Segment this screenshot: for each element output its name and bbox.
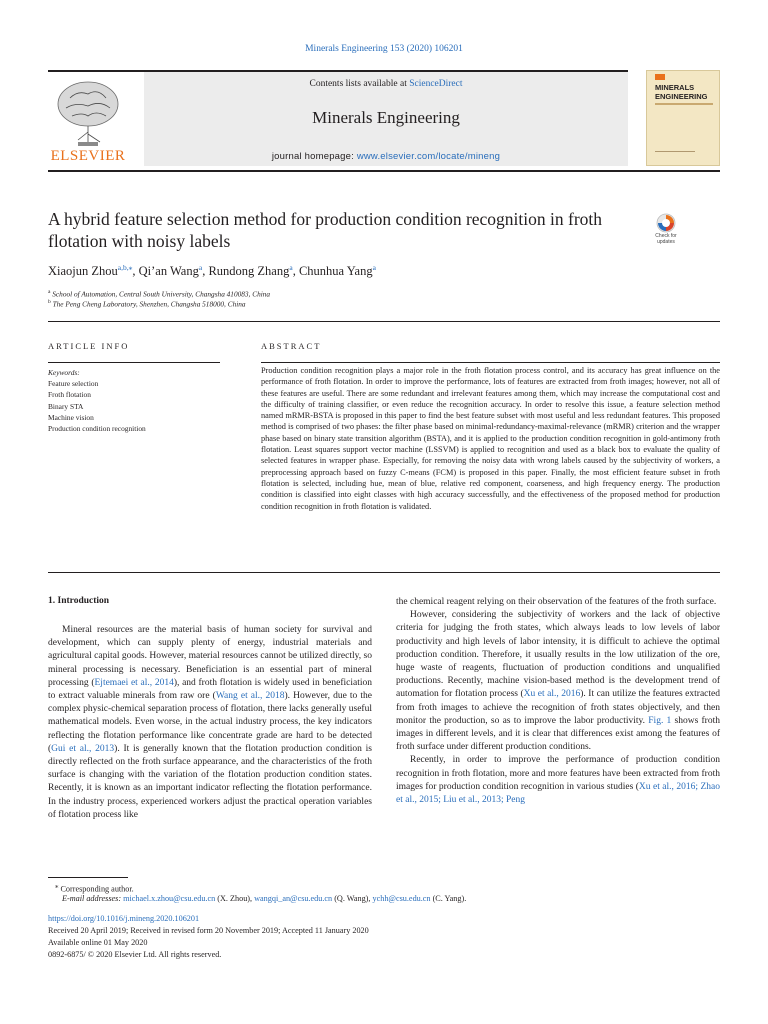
author[interactable]: Rundong Zhang: [208, 264, 290, 279]
cover-rule: [655, 103, 713, 105]
citation-link[interactable]: Xu et al., 2016; Zhao et al., 2015; Liu et al., 2013; Peng: [396, 781, 720, 806]
contents-line: [144, 79, 628, 89]
email-owner: (C. Yang).: [430, 894, 467, 903]
divider: [48, 572, 720, 573]
author-superscript[interactable]: a: [198, 263, 203, 272]
check-updates-icon: [646, 212, 686, 234]
citation-link[interactable]: Ejtemaei et al., 2014: [94, 677, 174, 688]
corresponding-mark: ⁎: [55, 883, 59, 890]
footnote-rule: [48, 877, 128, 878]
email-link[interactable]: michael.x.zhou@csu.edu.cn: [123, 894, 216, 903]
journal-citation[interactable]: Minerals Engineering 153 (2020) 106201: [305, 44, 463, 54]
section-heading-introduction: 1. Introduction: [48, 596, 110, 606]
cover-logo-mark: [655, 74, 665, 80]
author-separator: ,: [202, 264, 209, 279]
author-list: [48, 263, 648, 279]
email-link[interactable]: wangqi_an@csu.edu.cn: [254, 894, 333, 903]
check-updates-label: Check for updates: [655, 233, 677, 245]
author[interactable]: Xiaojun Zhou: [48, 264, 118, 279]
text-run: the chemical reagent relying on their observation of the features of the froth surface.: [396, 597, 717, 607]
copyright: 0892-6875/ © 2020 Elsevier Ltd. All rights reserved.: [48, 950, 222, 959]
affiliation-text: The Peng Cheng Laboratory, Shenzhen, Changsha 518000, China: [52, 299, 246, 309]
citation-link[interactable]: Wang et al., 2018: [215, 691, 285, 702]
journal-title: Minerals Engineering: [312, 108, 460, 127]
author[interactable]: Qi’an Wang: [138, 264, 199, 279]
received-dates: Received 20 April 2019; Received in revised form 20 November 2019; Accepted 11 January 2020: [48, 926, 369, 935]
author-superscript[interactable]: a: [372, 263, 376, 272]
author-superscript[interactable]: a: [289, 263, 293, 272]
text-run: shows froth images in different levels, and it is clear that differences exist among the features of froth surface under different production conditions.: [396, 715, 720, 753]
available-online: Available online 01 May 2020: [48, 938, 148, 947]
figure-link[interactable]: Fig. 1: [648, 715, 672, 726]
paragraph: [48, 624, 372, 822]
doi-text[interactable]: https://doi.org/10.1016/j.mineng.2020.106201: [48, 914, 200, 923]
divider: [48, 362, 220, 363]
keywords-list: [48, 378, 248, 434]
abstract-heading: ABSTRACT: [261, 341, 322, 351]
text-run: ). It is generally known that the flotation production condition is directly reflected on the froth surface appearance, and the characteristics of the froth surface is changing with the variation of the flotation production condition states. Recently, it is known as an important indicator reflecting the flotation performance. In the industry process, experienced workers adjust the practical operation variables of flotation process like: [48, 743, 372, 820]
email-addresses: [62, 894, 466, 903]
affiliation-b: [48, 299, 246, 308]
abstract-text: Production condition recognition plays a major role in the froth flotation process control, and its accuracy has great influence on the performance of froth flotation. In order to improve the performance, lots of features are extracted from froth images; however, not all of these features are useful. There are some redundant and irrelevant features among them, which may increase the computational cost and the difficulty of training classifier, or even reduce the recognition accuracy. In order to resolve this issue, a feature selection method named mRMR-BSTA is proposed in this paper to find the best feature subset with most useful and less redundant features. This proposed method is comprised of two phases: the filter phase based on minimal-redundancy-maximal-relevance (mRMR) criterion and the wrapper phase based on binary state transition algorithm (BSTA), and it is applied to the production condition recognition in gold-antimony froth flotation. Least squares support vector machine (LSSVM) is applied to recognition and used as a black box to evaluate the quality of selected features in wrapper phase. Especially, for removing the noisy data with wrong labels caused by the subjectivity of workers, a preprocessing approach based on fuzzy C-means (FCM) is proposed in this paper. Finally, the most efficient feature subset in froth flotation is selected, including hue, mean of blue, relative red component, coarseness, and high frequency energy. The production condition is classified into eight classes with high accuracy successfully, and the effectiveness of the proposed method for production condition recognition in froth flotation is validated.: [261, 366, 720, 511]
affiliation-marker: b: [48, 299, 51, 305]
corresponding-author-note: [55, 882, 134, 894]
keywords-label: Keywords:: [48, 368, 80, 377]
doi-link[interactable]: [48, 914, 199, 923]
citation-link[interactable]: Gui et al., 2013: [51, 743, 115, 754]
journal-homepage: [144, 151, 628, 162]
paragraph: [396, 596, 720, 609]
article-title: A hybrid feature selection method for production condition recognition in froth flotation with noisy labels: [48, 209, 603, 251]
author-superscript[interactable]: a,b,⁎: [117, 263, 133, 272]
text-run: Recently, in order to improve the performance of production condition recognition in froth flotation, more and more features have been extracted from froth images for production condition recognition in various studies (: [396, 755, 720, 792]
elsevier-wordmark: ELSEVIER: [50, 148, 126, 164]
body-column-right: [396, 596, 720, 807]
citation-link[interactable]: Xu et al., 2016: [523, 689, 581, 700]
author-separator: ,: [132, 264, 139, 279]
journal-cover-thumbnail: [646, 70, 720, 166]
article-info-heading: ARTICLE INFO: [48, 341, 130, 351]
sciencedirect-link[interactable]: ScienceDirect: [409, 79, 463, 89]
text-run: ). It can utilize the features extracted from froth images to achieve the recognition of froth states objectively, and then monitor the production, so as to improve the labor productivity.: [396, 689, 720, 726]
divider: [48, 321, 720, 322]
body-column-left: [48, 624, 372, 822]
divider: [261, 362, 720, 363]
homepage-prefix: journal homepage:: [271, 151, 357, 162]
contents-prefix: Contents lists available at: [309, 79, 410, 89]
text-run: ), and froth flotation is widely used in beneficiation to extract valuable minerals from raw ore (: [48, 677, 372, 702]
keyword: Froth flotation: [48, 390, 91, 400]
keyword: Machine vision: [48, 412, 94, 422]
homepage-link[interactable]: www.elsevier.com/locate/mineng: [356, 151, 501, 162]
keyword: Production condition recognition: [48, 424, 146, 434]
text-run: However, considering the subjectivity of workers and the lack of objective criteria for judging the froth states, which always leads to low levels of labor productivity and high levels of labor intensity, it is difficult to achieve the optimal production condition. Therefore, it usually results in the low utilization of the ore, huge waste of reagents, fluctuation of production conditions and unqualified productions. Recently, machine vision-based method is the development trend of automation for flotation process (: [396, 610, 720, 700]
email-owner: (X. Zhou),: [215, 894, 255, 903]
cover-rule-small: [655, 151, 695, 152]
affiliation-marker: a: [48, 289, 51, 295]
email-label: E-mail addresses:: [62, 894, 122, 903]
text-run: Mineral resources are the material basis of human society for survival and development, which can supply plenty of energy, industrial materials and agricultural capital goods. However, material resources cannot be utilized directly, so mineral processing is necessary. Beneficiation is an essential part of mineral processing (: [48, 625, 372, 688]
footnote-text: Corresponding author.: [60, 884, 134, 894]
masthead-bottom-rule: [48, 170, 720, 172]
affiliation-a: [48, 289, 270, 298]
author[interactable]: Chunhua Yang: [298, 264, 373, 279]
paragraph: [396, 609, 720, 754]
keyword: Binary STA: [48, 401, 84, 411]
affiliation-text: School of Automation, Central South University, Changsha 410083, China: [52, 289, 271, 299]
text-run: ). However, due to the complex physic-chemical separation process of flotation, there lacks generally useful mathematical models. Even worse, in the actual industry process, the key indicators reflecting the flotation performance like concentrate grade are hard to be detected (: [48, 691, 372, 754]
check-for-updates-badge[interactable]: [646, 212, 686, 252]
keyword: Feature selection: [48, 379, 99, 388]
author-separator: ,: [292, 264, 299, 279]
cover-title-line1: MINERALS: [655, 83, 695, 92]
paragraph: [396, 754, 720, 807]
email-owner: (Q. Wang),: [332, 894, 373, 903]
cover-title: [655, 83, 708, 101]
cover-title-line2: ENGINEERING: [655, 92, 708, 101]
email-link[interactable]: ychh@csu.edu.cn: [372, 894, 431, 903]
